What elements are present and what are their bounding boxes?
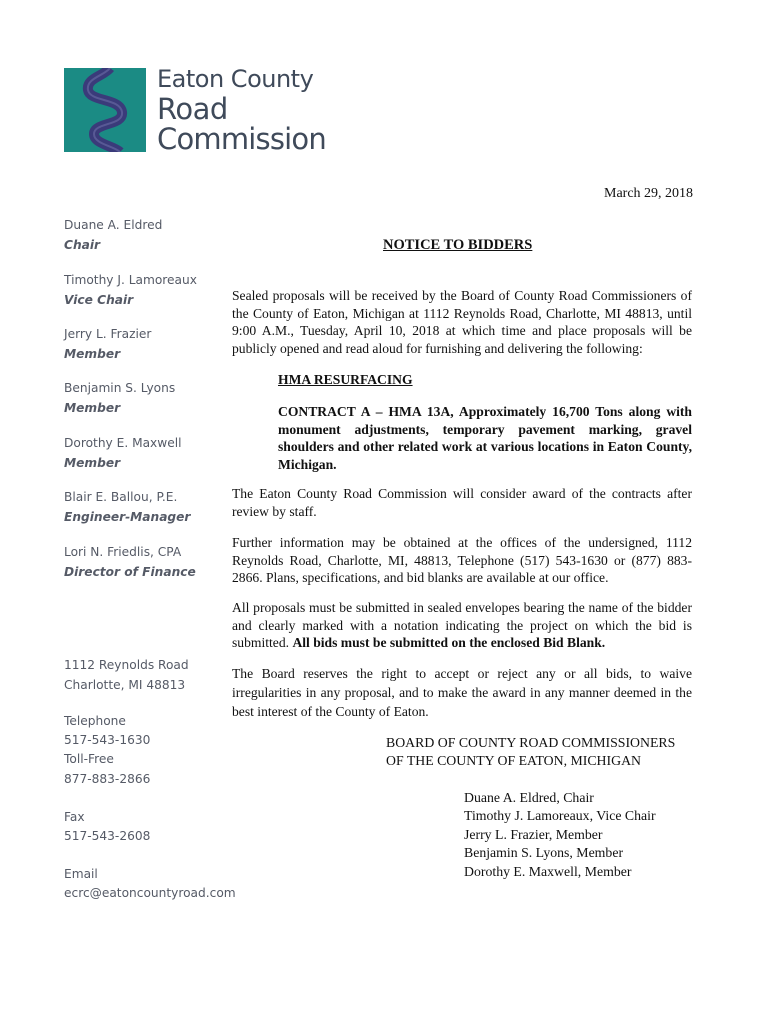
proposals-bold-text: All bids must be submitted on the enclosed Bid Blank. (292, 635, 606, 651)
logo-line-2: Road (157, 92, 228, 126)
sidebar-member (64, 542, 196, 582)
sidebar-member (64, 270, 197, 310)
member-role: Engineer-Manager (64, 510, 191, 524)
tollfree-number: 877-883-2866 (64, 771, 151, 786)
signatory: Jerry L. Frazier, Member (464, 826, 603, 842)
address-line-1: 1112 Reynolds Road (64, 658, 189, 672)
member-role: Chair (64, 238, 101, 252)
signatory: Benjamin S. Lyons, Member (464, 845, 624, 861)
section-heading: HMA RESURFACING (278, 372, 413, 387)
member-name: Timothy J. Lamoreaux (64, 273, 197, 287)
contract-description: CONTRACT A – HMA 13A, Approximately 16,700 Tons along with monument adjustments, temporary pavement marking, gravel shoulders and other related work at various locations in Eaton County, Michigan. (278, 404, 692, 472)
proposals-text: All proposals must be submitted in sealed envelopes bearing the name of the bidder and clearly marked with a notation indicating the project on which the bid is submitted. (232, 600, 692, 651)
letter-date: March 29, 2018 (604, 186, 694, 201)
paragraph-intro: Sealed proposals will be received by the Board of County Road Commissioners of the County of Eaton, Michigan at 1112 Reynolds Road, Charlotte, MI 48813, until 9:00 A.M., Tuesday, April 10, 2018 at which time and place proposals will be publicly opened and read aloud for furnishing and delivering the following: (232, 288, 692, 356)
sidebar-phones (64, 712, 150, 789)
paragraph-info: Further information may be obtained at the offices of the undersigned, 1112 Reynolds Road, Charlotte, MI, 48813, Telephone (517) 543-1630 or (877) 883-2866. Plans, specifications, and bid blanks are available at our office. (232, 535, 692, 586)
road-logo-icon (64, 68, 146, 152)
member-name: Dorothy E. Maxwell (64, 436, 182, 450)
logo-line-3: Commission (157, 122, 326, 156)
paragraph-proposals (232, 599, 692, 652)
address-line-2: Charlotte, MI 48813 (64, 678, 186, 692)
paragraph-award: The Eaton County Road Commission will consider award of the contracts after review by staff. (232, 486, 692, 519)
paragraph-reserves: The Board reserves the right to accept or reject any or all bids, to waive irregularities in any proposal, and to make the award in any manner deemed in the best interest of the County of Eaton. (232, 666, 692, 720)
sidebar-address (64, 655, 189, 695)
logo-line-1: Eaton County (157, 65, 314, 93)
member-role: Member (64, 401, 121, 415)
telephone-number: 517-543-1630 (64, 733, 151, 748)
member-role: Member (64, 347, 121, 361)
board-heading (386, 734, 675, 771)
member-role: Director of Finance (64, 565, 196, 579)
sidebar-fax (64, 808, 150, 846)
sidebar-member (64, 324, 151, 364)
logo-wordmark (157, 64, 326, 154)
email-address: ecrc@eatoncountyroad.com (64, 886, 236, 901)
sidebar-email (64, 865, 236, 903)
member-role: Member (64, 456, 121, 470)
board-line-2: OF THE COUNTY OF EATON, MICHIGAN (386, 753, 641, 769)
letter-title: NOTICE TO BIDDERS (383, 237, 533, 253)
sidebar-member (64, 378, 175, 418)
member-name: Duane A. Eldred (64, 218, 163, 232)
fax-number: 517-543-2608 (64, 829, 151, 844)
telephone-label: Telephone (64, 714, 126, 728)
member-name: Benjamin S. Lyons (64, 381, 176, 395)
member-role: Vice Chair (64, 293, 134, 307)
sidebar-member (64, 433, 182, 473)
signatory-list (464, 789, 656, 881)
email-label: Email (64, 867, 98, 881)
signatory: Timothy J. Lamoreaux, Vice Chair (464, 808, 656, 824)
member-name: Blair E. Ballou, P.E. (64, 490, 178, 504)
tollfree-label: Toll-Free (64, 752, 114, 767)
signatory: Duane A. Eldred, Chair (464, 790, 594, 805)
sidebar-member (64, 215, 162, 255)
signatory: Dorothy E. Maxwell, Member (464, 863, 632, 879)
fax-label: Fax (64, 810, 85, 824)
member-name: Lori N. Friedlis, CPA (64, 545, 182, 559)
board-line-1: BOARD OF COUNTY ROAD COMMISSIONERS (386, 735, 676, 750)
member-name: Jerry L. Frazier (64, 327, 152, 341)
sidebar-member (64, 487, 190, 527)
